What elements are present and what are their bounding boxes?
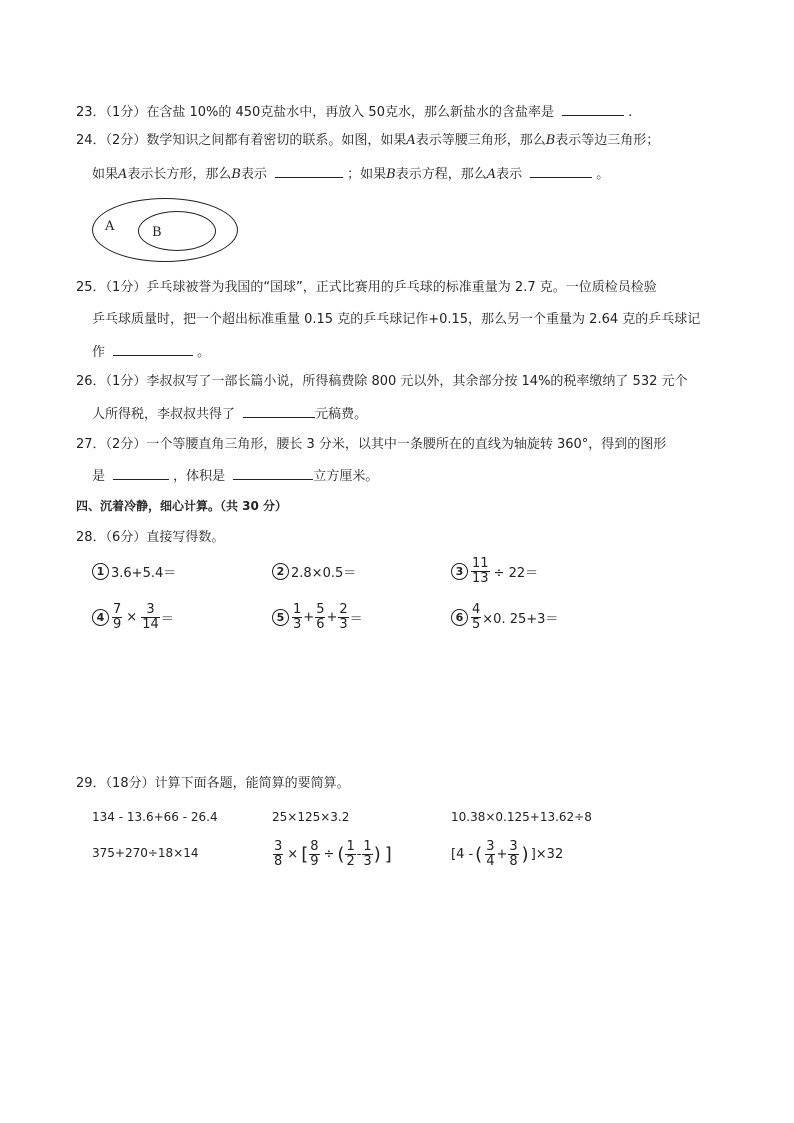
calc-item-5: 5 $\frac{1}{3}$ + $\frac{5}{6}$ + $\frac{2}{3}$ ＝ (272, 603, 363, 632)
question-number: 27． (76, 437, 106, 452)
fraction: $\frac{3}{8}$ (274, 839, 283, 869)
calc-item-3: 3 $\frac{11}{13}$ ÷ 22＝ (451, 557, 538, 586)
calc-expression: 134 - 13.6+66 - 26.4 (92, 810, 218, 824)
fraction: $\frac{1}{2}$ (346, 839, 355, 869)
outer-label: A (105, 219, 115, 234)
answer-blank[interactable] (113, 465, 169, 480)
fraction: $\frac{2}{3}$ (339, 602, 348, 632)
calc-expression: 25×125×3.2 (272, 810, 350, 824)
fraction: $\frac{3}{4}$ (486, 839, 495, 869)
question-27: 27．（2分）一个等腰直角三角形，腰长 3 分米，以其中一条腰所在的直线为轴旋转 360°，得到的图形 (76, 437, 667, 452)
question-number: 26． (76, 374, 106, 389)
answer-blank[interactable] (275, 163, 343, 178)
fraction: $\frac{3}{8}$ (509, 839, 518, 869)
question-29: 29．（18分）计算下面各题，能简算的要简算。 (76, 776, 350, 791)
answer-blank[interactable] (562, 101, 624, 116)
fraction: $\frac{1}{3}$ (293, 602, 302, 632)
calc-expression: 10.38×0.125+13.62÷8 (451, 810, 592, 824)
calc-item-1: 1 3.6+5.4＝ (92, 562, 176, 581)
inner-ellipse (138, 211, 216, 251)
circled-number: 3 (451, 563, 468, 580)
circled-number: 1 (92, 563, 109, 580)
circled-number: 6 (451, 609, 468, 626)
calc-item-4: 4 $\frac{7}{9}$ × $\frac{3}{14}$ ＝ (92, 603, 174, 632)
fraction: $\frac{4}{5}$ (472, 602, 481, 632)
answer-blank[interactable] (233, 465, 313, 480)
question-25: 25．（1分）乒乓球被誉为我国的“国球”，正式比赛用的乒乓球的标准重量为 2.7 克。一位质检员检验 (76, 280, 657, 295)
circled-number: 2 (272, 563, 289, 580)
inner-label: B (152, 225, 162, 240)
question-28: 28．（6分）直接写得数。 (76, 530, 225, 545)
calc-item-6: 6 $\frac{4}{5}$ ×0. 25+3＝ (451, 603, 558, 632)
question-number: 28． (76, 530, 106, 545)
question-24-line2: 如果A表示长方形，那么B表示 ；如果B表示方程，那么A表示 。 (92, 163, 609, 185)
calc-expression-fraction-2: [4 - ( $\frac{3}{4}$ + $\frac{3}{8}$ ) ]×32 (451, 839, 564, 869)
fraction: $\frac{7}{9}$ (113, 602, 122, 632)
calc-expression: 375+270÷18×14 (92, 846, 199, 860)
question-24: 24．（2分）数学知识之间都有着密切的联系。如图，如果A表示等腰三角形，那么B表示等边三角形； (76, 133, 660, 148)
calc-item-2: 2 2.8×0.5＝ (272, 562, 356, 581)
question-26-line2: 人所得税，李叔叔共得了 元稿费。 (92, 403, 367, 425)
answer-blank[interactable] (243, 403, 315, 418)
question-23: 23．（1分）在含盐 10%的 450克盐水中，再放入 50克水，那么新盐水的含盐率是 . (76, 101, 632, 123)
question-number: 25． (76, 280, 106, 295)
circled-number: 5 (272, 609, 289, 626)
question-25-line3: 作 。 (92, 341, 210, 363)
calc-expression-fraction-1: $\frac{3}{8}$ × [ $\frac{8}{9}$ ÷ ( $\frac{1}{2}$ - $\frac{1}{3}$ ) ] (274, 839, 392, 869)
question-26: 26．（1分）李叔叔写了一部长篇小说，所得稿费除 800 元以外，其余部分按 14%的税率缴纳了 532 元个 (76, 374, 688, 389)
question-27-line2: 是 ，体积是 立方厘米。 (92, 465, 378, 487)
question-25-line2: 乒乓球质量时，把一个超出标准重量 0.15 克的乒乓球记作+0.15，那么另一个重量为 2.64 克的乒乓球记 (92, 312, 701, 327)
section-heading: 四、沉着冷静，细心计算。（共 30 分） (76, 499, 288, 513)
question-number: 24． (76, 133, 106, 148)
question-text: （1分）在含盐 10%的 450克盐水中，再放入 50克水，那么新盐水的含盐率是 (105, 105, 554, 120)
question-number: 23． (76, 105, 106, 120)
fraction: $\frac{1}{3}$ (363, 839, 372, 869)
fraction: $\frac{11}{13}$ (472, 556, 489, 586)
answer-blank[interactable] (113, 341, 193, 356)
question-number: 29． (76, 776, 106, 791)
answer-blank[interactable] (530, 163, 592, 178)
fraction: $\frac{5}{6}$ (316, 602, 325, 632)
circled-number: 4 (92, 609, 109, 626)
fraction: $\frac{3}{14}$ (142, 602, 159, 632)
fraction: $\frac{8}{9}$ (310, 839, 319, 869)
